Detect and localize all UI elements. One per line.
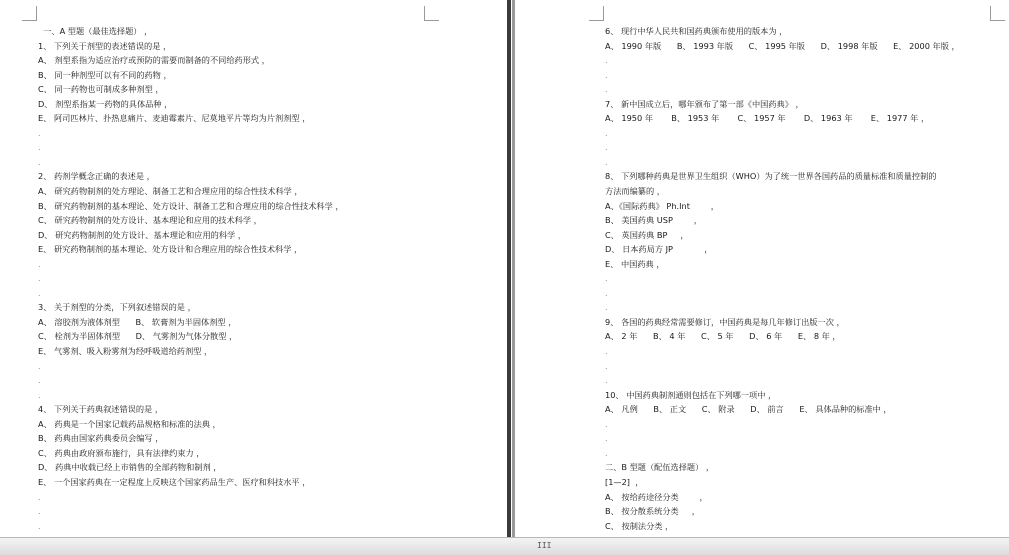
document-page-right <box>516 0 1009 537</box>
paragraph-mark: . <box>605 69 608 80</box>
text-line: C、 英国药典 BP ， <box>605 229 689 240</box>
text-line: A、 药典是一个国家记载药品规格和标准的法典 ， <box>38 418 221 429</box>
paragraph-mark: . <box>38 389 41 400</box>
paragraph-mark: . <box>38 360 41 371</box>
paragraph-mark: . <box>605 418 608 429</box>
paragraph-mark: . <box>605 302 608 313</box>
text-line: E、 研究药物制剂的基本理论、处方设计和合理应用的综合性技术科学 ， <box>38 244 303 255</box>
text-line: D、 日本药局方 JP ， <box>605 244 713 255</box>
paragraph-mark: . <box>38 273 41 284</box>
text-line: A、 溶胶剂为液体剂型 B、 软膏剂为半固体剂型 ， <box>38 316 237 327</box>
text-line: B、 药典由国家药典委员会编写 ， <box>38 433 164 444</box>
text-line: 方法而编纂的 ， <box>605 186 665 197</box>
text-line: B、 研究药物制剂的基本理论、处方设计、制备工艺和合理应用的综合性技术科学 ， <box>38 200 344 211</box>
text-line: A、 按给药途径分类 ， <box>605 491 708 502</box>
page-corner-mark-top-right <box>990 6 1005 21</box>
scroll-grip-icon[interactable]: III <box>537 541 552 550</box>
text-line: C、 药典由政府颁布施行，具有法律约束力 ， <box>38 447 205 458</box>
page-separator-light <box>512 0 515 537</box>
text-line: 7、 新中国成立后，哪年颁布了第一部《中国药典》 ， <box>605 98 804 109</box>
page-separator-dark <box>507 0 511 537</box>
text-line: 6、 现行中华人民共和国药典颁布使用的版本为 ， <box>605 26 788 36</box>
paragraph-mark: . <box>38 142 41 153</box>
page-text-left <box>38 24 498 533</box>
text-line: E、 气雾剂、吸入粉雾剂为经呼吸道给药剂型 ， <box>38 346 213 357</box>
text-line: B、 同一种剂型可以有不同的药物 ， <box>38 69 172 80</box>
paragraph-mark: . <box>605 142 608 153</box>
paragraph-mark: . <box>605 360 608 371</box>
text-line: A、 1950 年 B、 1953 年 C、 1957 年 D、 1963 年 E、 1977 年 ， <box>605 113 930 124</box>
text-line: [1—2] ， <box>605 476 644 487</box>
text-line: E、 一个国家药典在一定程度上反映这个国家药品生产、医疗和科技水平 ， <box>38 476 311 487</box>
paragraph-mark: . <box>605 433 608 444</box>
horizontal-scrollbar[interactable] <box>0 537 1009 555</box>
paragraph-mark: . <box>605 447 608 458</box>
text-line: C、 同一药物也可制成多种剂型 ， <box>38 84 164 95</box>
page-corner-mark-top-left <box>589 6 604 21</box>
text-line: C、 栓剂为半固体剂型 D、 气雾剂为气体分散型 ， <box>38 331 238 342</box>
text-line: C、 按制法分类 ， <box>605 520 674 531</box>
text-line: E、 中国药典 ， <box>605 258 665 269</box>
text-line: D、 剂型系指某一药物的具体品种 ， <box>38 98 173 109</box>
paragraph-mark: . <box>38 127 41 138</box>
paragraph-mark: . <box>38 520 41 531</box>
text-line: 3、 关于剂型的分类，下列叙述错误的是 ， <box>38 302 196 313</box>
text-line: 4、 下列关于药典叙述错误的是 ， <box>38 404 164 415</box>
text-line: B、 按分散系统分类 ， <box>605 506 700 517</box>
text-line: A、 2 年 B、 4 年 C、 5 年 D、 6 年 E、 8 年 ， <box>605 331 841 342</box>
text-line: C、 研究药物制剂的处方设计、基本理论和应用的技术科学 ， <box>38 215 262 226</box>
text-line: 2、 药剂学概念正确的表述是 ， <box>38 171 155 182</box>
text-line: 二、B 型题（配伍选择题） ， <box>605 462 715 473</box>
text-line: B、 美国药典 USP ， <box>605 215 702 226</box>
text-line: D、 研究药物制剂的处方设计、基本理论和应用的科学 ， <box>38 229 247 240</box>
paragraph-mark: . <box>605 375 608 386</box>
text-line: A、 剂型系指为适应治疗或预防的需要而制备的不同给药形式 ， <box>38 55 270 66</box>
text-line: 1、 下列关于剂型的表述错误的是 ， <box>38 40 172 51</box>
text-line: A、 1990 年版 B、 1993 年版 C、 1995 年版 D、 1998 年版 E、 2000 年版 ， <box>605 40 960 51</box>
text-line: A、 研究药物制剂的处方理论、制备工艺和合理应用的综合性技术科学 ， <box>38 186 303 197</box>
page-corner-mark-top-left <box>22 6 37 21</box>
text-line: 一、A 型题（最佳选择题） ， <box>38 26 153 36</box>
page-text-right <box>605 24 1005 533</box>
paragraph-mark: . <box>38 258 41 269</box>
paragraph-mark: . <box>38 287 41 298</box>
paragraph-mark: . <box>605 346 608 357</box>
text-line: 9、 各国的药典经常需要修订，中国药典是每几年修订出版一次 ， <box>605 316 845 327</box>
paragraph-mark: . <box>605 273 608 284</box>
text-line: D、 药典中收载已经上市销售的全部药物和制剂 ， <box>38 462 222 473</box>
paragraph-mark: . <box>605 127 608 138</box>
paragraph-mark: . <box>605 156 608 167</box>
text-line: A、《国际药典》 Ph.Int ， <box>605 200 719 211</box>
paragraph-mark: . <box>605 287 608 298</box>
paragraph-mark: . <box>38 375 41 386</box>
page-corner-mark-top-right <box>424 6 439 21</box>
paragraph-mark: . <box>605 55 608 66</box>
paragraph-mark: . <box>38 506 41 517</box>
text-line: E、 阿司匹林片、扑热息痛片、麦迪霉素片、尼莫地平片等均为片剂剂型 ， <box>38 113 311 124</box>
text-line: 8、 下列哪种药典是世界卫生组织（WHO）为了统一世界各国药品的质量标准和质量控制的 <box>605 171 937 182</box>
text-line: 10、 中国药典制剂通则包括在下列哪一项中 ， <box>605 389 777 400</box>
paragraph-mark: . <box>605 84 608 95</box>
document-page-left <box>0 0 504 537</box>
text-line: A、 凡例 B、 正文 C、 附录 D、 前言 E、 具体品种的标准中 ， <box>605 404 892 415</box>
paragraph-mark: . <box>38 491 41 502</box>
paragraph-mark: . <box>38 156 41 167</box>
